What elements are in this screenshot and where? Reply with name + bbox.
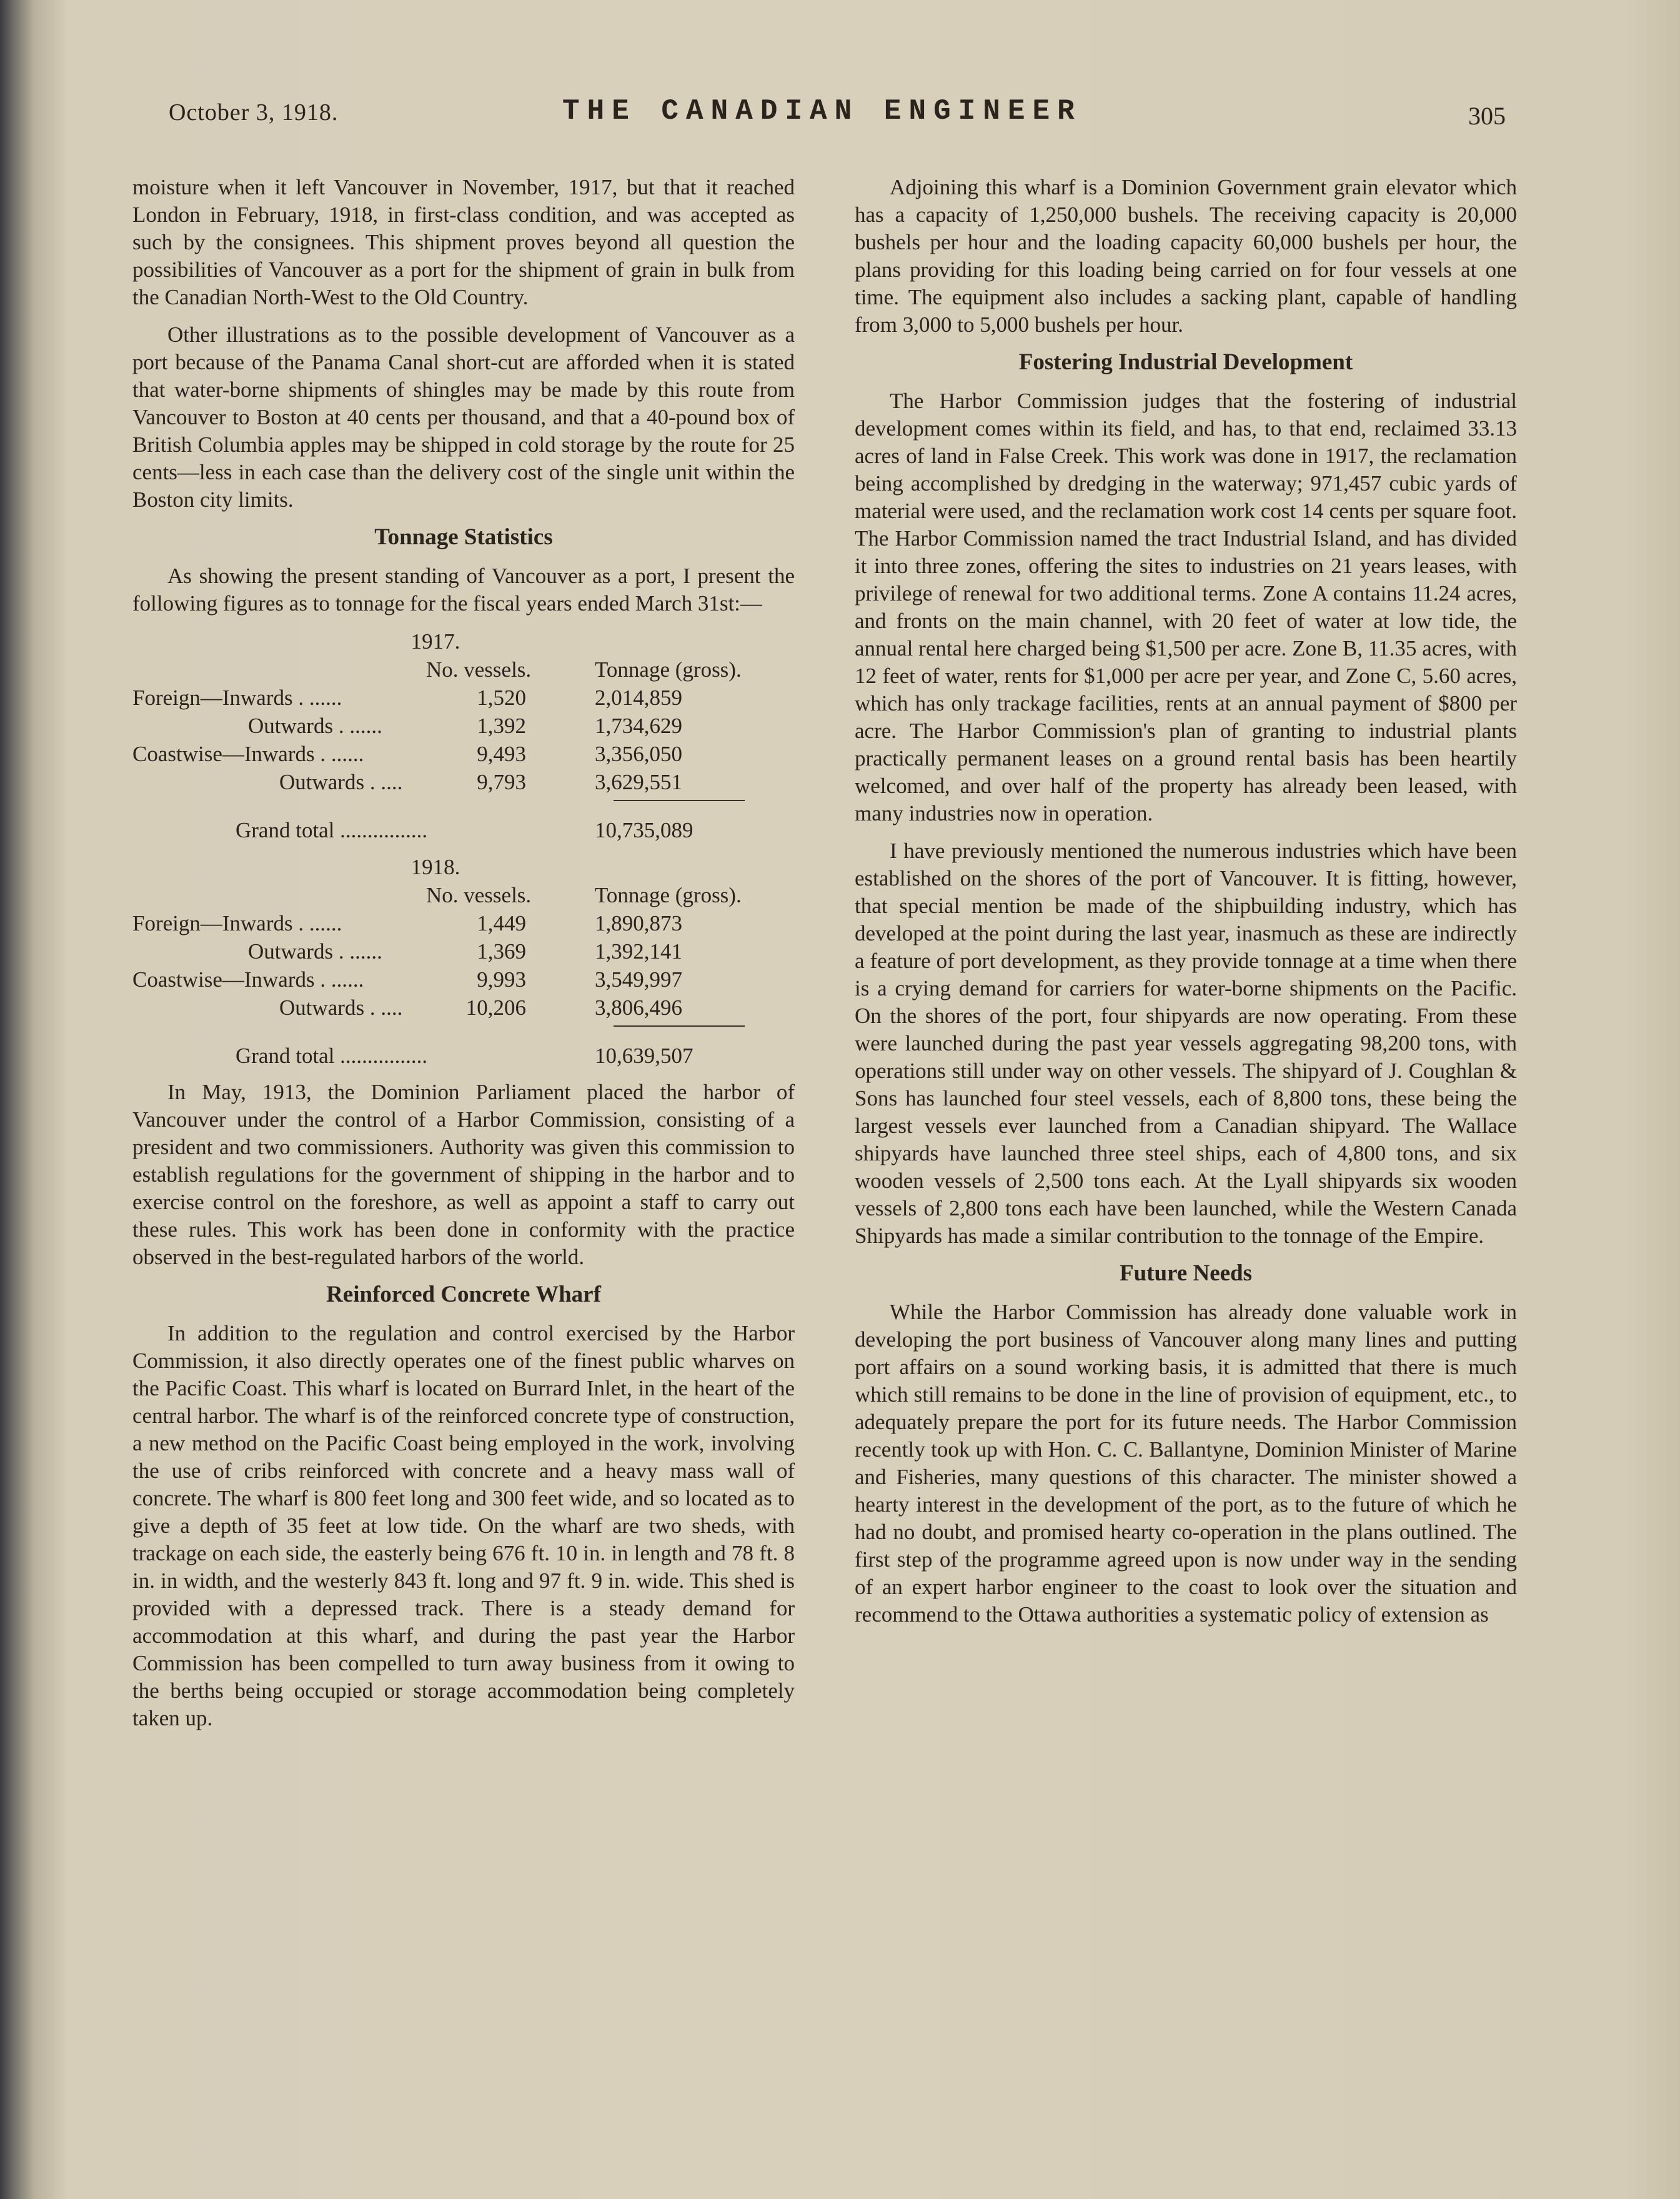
paragraph: moisture when it left Vancouver in November, 1917, but that it reached London in February, 1918, in first-class condition, and was accepted as such by the consignees. This shipment proves beyond all question the possibilities of Vancouver as a port for the shipment of grain in bulk from the Canadian North-West to the Old Country. — [132, 175, 795, 309]
total-rule — [614, 800, 745, 801]
column-header-tonnage: Tonnage (gross). — [595, 883, 742, 907]
section-heading-future: Future Needs — [1119, 1260, 1253, 1286]
table-year: 1918. — [410, 855, 460, 879]
table-row — [132, 965, 795, 994]
vessels-value: 1,449 — [477, 911, 526, 935]
table-row — [132, 909, 795, 937]
table-row — [132, 712, 795, 740]
table-header — [132, 656, 795, 684]
tonnage-value: 3,629,551 — [595, 770, 682, 794]
vessels-value: 9,993 — [477, 967, 526, 992]
table-year: 1917. — [410, 629, 460, 654]
tonnage-value: 3,549,997 — [595, 967, 682, 992]
tonnage-value: 3,356,050 — [595, 742, 682, 766]
table-row — [132, 937, 795, 965]
table-row — [132, 994, 795, 1022]
left-column — [132, 174, 795, 1742]
grand-total-label: Grand total ................ — [236, 1044, 428, 1068]
row-label: Outwards . ...... — [248, 939, 382, 964]
issue-date: October 3, 1918. — [169, 99, 339, 126]
vessels-value: 9,793 — [477, 770, 526, 794]
page-number: 305 — [1468, 102, 1506, 130]
row-label: Outwards . ...... — [248, 714, 382, 738]
paragraph: Other illustrations as to the possible development of Vancouver as a port because of the Panama Canal short-cut are afforded when it is stated that water-borne shipments of shingles may be made by this route from Vancouver to Boston at 40 cents per thousand, and that a 40-pound box of British Columbia apples may be shipped in cold storage by the route for 25 cents—less in each case than the delivery cost of the single unit within the Boston city limits. — [132, 322, 795, 512]
paragraph: While the Harbor Commission has already done valuable work in developing the port business of Vancouver along many lines and putting port affairs on a sound working basis, it is admitted that there is much which still remains to be done in the line of provision of equipment, etc., to adequately prepare the port for its future needs. The Harbor Commission recently took up with Hon. C. C. Ballantyne, Dominion Minister of Marine and Fisheries, many questions of this character. The minister showed a hearty interest in the development of the port, as to the future of which he had no doubt, and promised hearty co-operation in the plans outlined. The first step of the programme agreed upon is now under way in the sending of an expert harbor engineer to the coast to look over the situation and recommend to the Ottawa authorities a systematic policy of extension as — [855, 1300, 1517, 1627]
table-row — [132, 740, 795, 768]
row-label: Foreign—Inwards . ...... — [132, 686, 342, 710]
paragraph: In May, 1913, the Dominion Parliament placed the harbor of Vancouver under the control of a Harbor Commission, consisting of a president and two commissioners. Authority was given this commission to establish regulations for the government of shipping in the harbor and to exercise control on the foreshore, as well as appoint a staff to carry out these rules. This work has been done in conformity with the practice observed in the best-regulated harbors of the world. — [132, 1080, 795, 1269]
grand-total-value: 10,735,089 — [595, 818, 693, 842]
vessels-value: 9,493 — [477, 742, 526, 766]
tonnage-value: 1,734,629 — [595, 714, 682, 738]
paragraph: As showing the present standing of Vancouver as a port, I present the following figures as to tonnage for the fiscal years ended March 31st:— — [132, 564, 795, 616]
tonnage-value: 1,890,873 — [595, 911, 682, 935]
grand-total-row — [132, 1042, 795, 1070]
tonnage-value: 1,392,141 — [595, 939, 682, 964]
column-header-vessels: No. vessels. — [426, 883, 532, 907]
vessels-value: 10,206 — [465, 995, 526, 1020]
row-label: Outwards . .... — [279, 770, 403, 794]
vessels-value: 1,369 — [477, 939, 526, 964]
row-label: Foreign—Inwards . ...... — [132, 911, 342, 935]
right-column — [855, 174, 1517, 1638]
page-header — [169, 94, 1506, 137]
paragraph: Adjoining this wharf is a Dominion Government grain elevator which has a capacity of 1,250,000 bushels. The receiving capacity is 20,000 bushels per hour and the loading capacity 60,000 bushels per hour, the plans providing for this loading being carried on for four vessels at one time. The equipment also includes a sacking plant, capable of handling from 3,000 to 5,000 bushels per hour. — [855, 175, 1517, 337]
tonnage-value: 2,014,859 — [595, 686, 682, 710]
row-label: Coastwise—Inwards . ...... — [132, 742, 364, 766]
paragraph: In addition to the regulation and control exercised by the Harbor Commission, it also directly operates one of the finest public wharves on the Pacific Coast. This wharf is located on Burrard Inlet, in the heart of the central harbor. The wharf is of the reinforced concrete type of construction, a new method on the Pacific Coast being employed in the work, involving the use of cribs reinforced with concrete and a heavy mass wall of concrete. The wharf is 800 feet long and 300 feet wide, and so located as to give a depth of 35 feet at low tide. On the wharf are two sheds, with trackage on each side, the easterly being 676 ft. 10 in. in length and 78 ft. 8 in. in width, and the westerly 843 ft. long and 97 ft. 9 in. wide. This shed is provided with a depressed track. There is a steady demand for accommodation at this wharf, and during the past year the Harbor Commission has been compelled to turn away business from it owing to the berths being occupied or storage accommodation being completely taken up. — [132, 1321, 795, 1730]
tonnage-value: 3,806,496 — [595, 995, 682, 1020]
grand-total-value: 10,639,507 — [595, 1044, 693, 1068]
tonnage-table-1918 — [132, 853, 795, 1070]
section-heading-wharf: Reinforced Concrete Wharf — [326, 1282, 601, 1307]
section-heading-tonnage: Tonnage Statistics — [374, 524, 553, 550]
vessels-value: 1,392 — [477, 714, 526, 738]
row-label: Coastwise—Inwards . ...... — [132, 967, 364, 992]
publication-title: THE CANADIAN ENGINEER — [562, 95, 1082, 127]
grand-total-row — [132, 816, 795, 844]
total-rule — [614, 1025, 745, 1027]
table-header — [132, 881, 795, 909]
row-label: Outwards . .... — [279, 995, 403, 1020]
column-header-tonnage: Tonnage (gross). — [595, 657, 742, 682]
paragraph: The Harbor Commission judges that the fostering of industrial development comes within its field, and has, to that end, reclaimed 33.13 acres of land in False Creek. This work was done in 1917, the reclamation being accomplished by dredging in the waterway; 971,457 cubic yards of material were used, and the reclamation work cost 14 cents per square foot. The Harbor Commission named the tract Industrial Island, and has divided it into three zones, offering the sites to industries on 21 years leases, with privilege of renewal for two additional terms. Zone A contains 11.24 acres, and fronts on the main channel, with 20 feet of water at low tide, the annual rental here charged being $1,500 per acre. Zone B, 11.35 acres, with 12 feet of water, rents for $1,000 per acre per year, and Zone C, 5.60 acres, which has only trackage facilities, rents at an annual payment of $800 per acre. The Harbor Commission's plan of granting to industrial plants practically permanent leases on a ground rental basis has been heartily welcomed, and over half of the property has already been leased, with many industries now in operation. — [855, 389, 1517, 825]
section-heading-industrial: Fostering Industrial Development — [1018, 349, 1353, 375]
paragraph: I have previously mentioned the numerous industries which have been established on the shores of the port of Vancouver. It is fitting, however, that special mention be made of the shipbuilding industry, which has developed at the point during the last year, inasmuch as these are indirectly a feature of port development, as they provide tonnage at a time when there is a crying demand for carriers for water-borne shipments on the Pacific. On the shores of the port, four shipyards are now operating. From these were launched during the past year vessels aggregating 98,200 tons, with operations still under way on other vessels. The shipyard of J. Coughlan & Sons has launched four steel vessels, each of 8,800 tons, these being the largest vessels ever launched from a Canadian shipyard. The Wallace shipyards have launched three steel ships, each of 4,800 tons, and six wooden vessels of 2,500 tons each. At the Lyall shipyards six wooden vessels of 2,800 tons each have been launched, while the Western Canada Shipyards has made a similar contribution to the tonnage of the Empire. — [855, 839, 1517, 1248]
grand-total-label: Grand total ................ — [236, 818, 428, 842]
table-row — [132, 684, 795, 712]
tonnage-table-1917 — [132, 627, 795, 844]
vessels-value: 1,520 — [477, 686, 526, 710]
table-row — [132, 768, 795, 796]
column-header-vessels: No. vessels. — [426, 657, 532, 682]
